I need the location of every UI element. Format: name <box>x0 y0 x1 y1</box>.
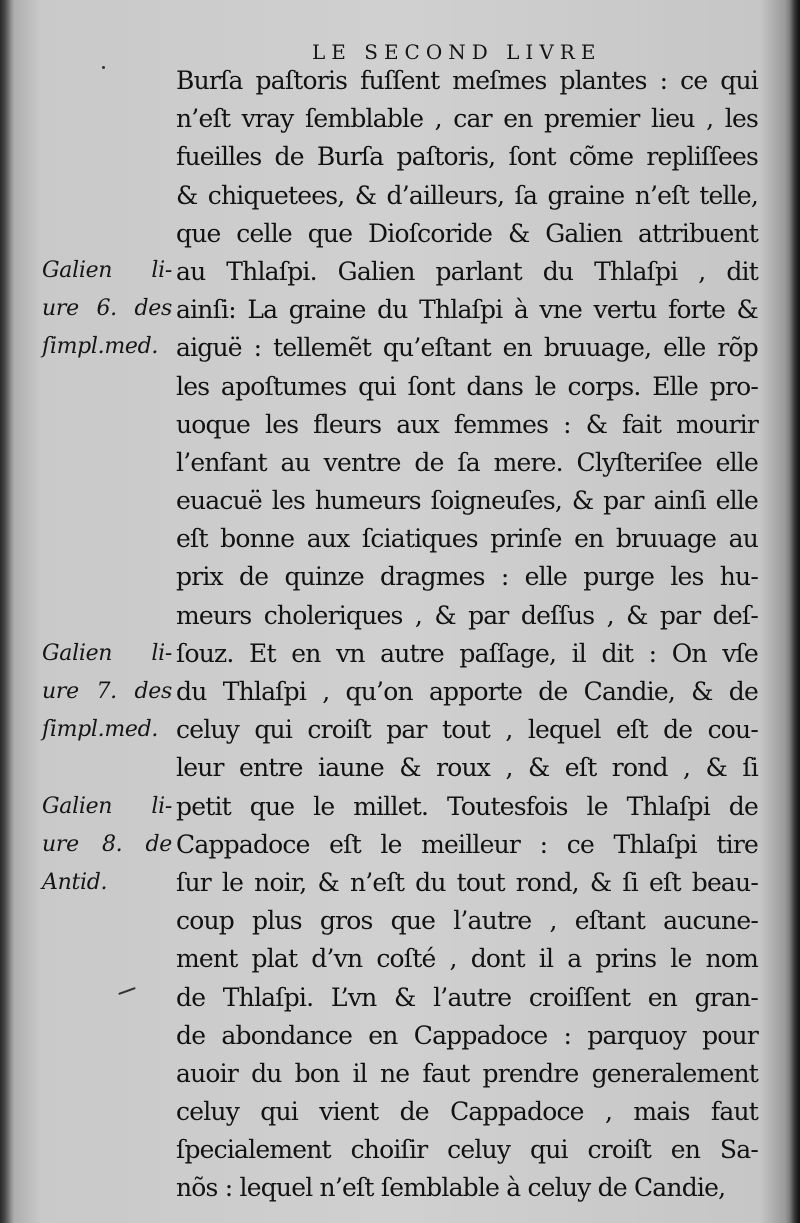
text-line: ſouz. Et en vn autre paſſage, il dit : On vſe <box>176 638 758 668</box>
text-line: Cappadoce eſt le meilleur : ce Thlaſpi tire <box>176 829 758 859</box>
text-line: ſpecialement choiſir celuy qui croiſt en Sa- <box>176 1135 758 1165</box>
text-line: coup plus gros que l’autre , eſtant aucune- <box>176 906 758 936</box>
text-line: & chiquetees, & d’ailleurs, ſa graine n’eſt telle, <box>176 180 758 210</box>
running-head: LE SECOND LIVRE <box>312 40 602 64</box>
text-line: ſur le noir, & n’eſt du tout rond, & ſi eſt beau- <box>176 867 758 897</box>
margin-note-line: ure 8. de <box>42 832 172 858</box>
gutter-shadow <box>0 0 14 1223</box>
text-line: meurs choleriques , & par deſſus , & par deſ- <box>176 600 758 630</box>
text-line: du Thlaſpi , qu’on apporte de Candie, & de <box>176 677 758 706</box>
margin-note-2 <box>42 635 172 750</box>
margin-note-line: ſimpl.med. <box>42 717 159 743</box>
margin-note-line: Galien li- <box>42 258 172 283</box>
margin-note-line: Galien li- <box>42 641 172 666</box>
text-line: eſt bonne aux ſciatiques prinſe en bruuage au <box>176 524 758 554</box>
text-line: Burſa paſtoris fuſſent meſmes plantes : ce qui <box>176 66 758 95</box>
text-line: que celle que Dioſcoride & Galien attribuent <box>176 218 758 248</box>
text-line: au Thlaſpi. Galien parlant du Thlaſpi , dit <box>176 256 758 286</box>
text-line: n’eſt vray ſemblable , car en premier lieu , les <box>176 104 758 134</box>
page-edge-shadow <box>790 0 800 1223</box>
text-line: celuy qui croiſt par tout , lequel eſt de cou- <box>176 715 758 745</box>
text-line: petit que le millet. Toutesfois le Thlaſpi de <box>176 791 758 821</box>
text-line: leur entre iaune & roux , & eſt rond , & ſi <box>176 753 758 783</box>
text-line: ment plat d’vn coſté , dont il a prins le nom <box>176 944 758 974</box>
margin-note-line: ure 6. des <box>42 296 172 322</box>
text-line: fueilles de Burſa paſtoris, ſont cõme repliſſees <box>176 142 758 172</box>
text-line: celuy qui vient de Cappadoce , mais faut <box>176 1097 758 1127</box>
ink-mark <box>118 987 136 995</box>
body-text <box>176 62 758 1208</box>
text-line: auoir du bon il ne faut prendre generalement <box>176 1058 758 1088</box>
text-line: l’enfant au ventre de ſa mere. Clyſteriſee elle <box>176 447 758 477</box>
text-line: les apoſtumes qui ſont dans le corps. Elle pro- <box>176 371 758 401</box>
ink-speck <box>102 66 105 69</box>
margin-note-line: ſimpl.med. <box>42 334 159 360</box>
margin-note-line: Galien li- <box>42 794 172 819</box>
margin-note-1 <box>42 252 172 367</box>
margin-note-line: Antid. <box>42 870 108 896</box>
margin-note-3 <box>42 788 172 903</box>
text-line: ainſi: La graine du Thlaſpi à vne vertu forte & <box>176 295 758 325</box>
text-line: nõs : lequel n’eſt ſemblable à celuy de Candie, <box>176 1173 726 1203</box>
text-line: de Thlaſpi. L’vn & l’autre croiſſent en gran- <box>176 982 758 1012</box>
text-line: prix de quinze dragmes : elle purge les hu- <box>176 562 758 592</box>
margin-note-line: ure 7. des <box>42 679 172 705</box>
text-line: uoque les fleurs aux femmes : & fait mourir <box>176 409 758 439</box>
text-line: aiguë : tellemẽt qu’eſtant en bruuage, elle rõp <box>176 333 758 363</box>
text-line: de abondance en Cappadoce : parquoy pour <box>176 1020 758 1050</box>
text-line: euacuë les humeurs ſoigneuſes, & par ainſi elle <box>176 486 758 516</box>
